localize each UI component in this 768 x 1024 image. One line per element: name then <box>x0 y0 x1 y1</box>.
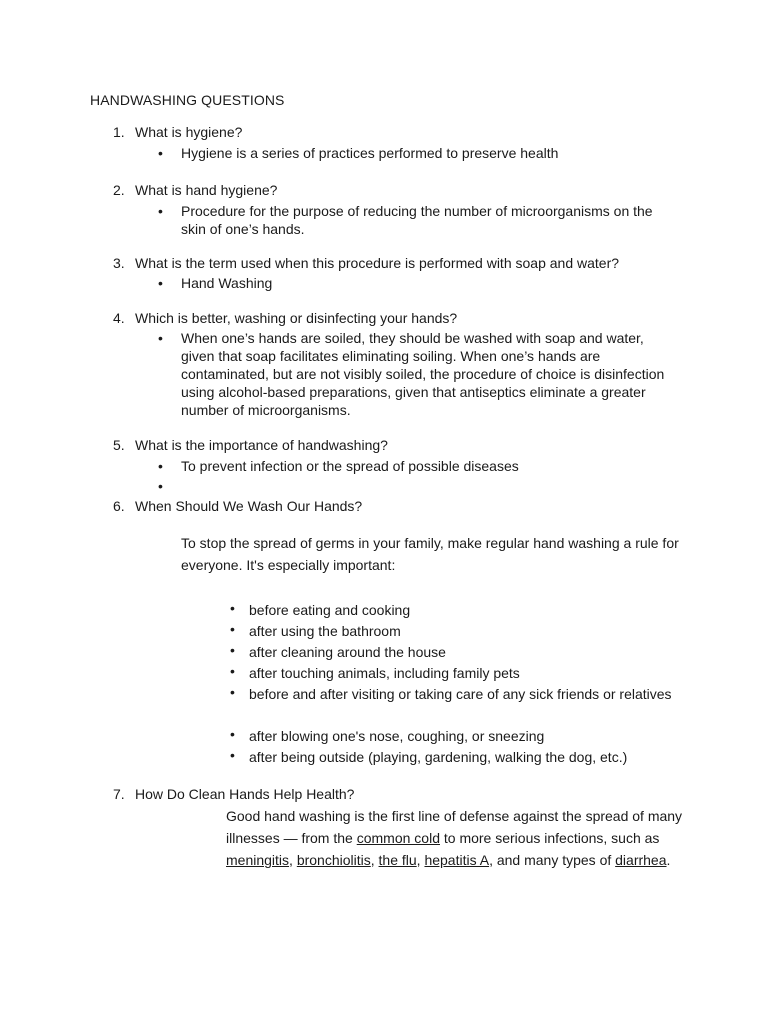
link-diarrhea[interactable]: diarrhea <box>615 852 667 868</box>
list-item-text: after cleaning around the house <box>249 644 446 660</box>
list-item-text: before eating and cooking <box>249 602 411 618</box>
bullet-icon: • <box>158 478 163 494</box>
answer-text: When one’s hands are soiled, they should be washed with soap and water, given that soap facilitates eliminating soiling. When one’s hands are contaminated, but are not visibly soiled, the procedure of choice is disinfection using alcohol-based preparations, given that antiseptics eliminate a greater number of microorganisms. <box>181 330 665 418</box>
question-text: What is hand hygiene? <box>135 182 278 198</box>
question-number: 6. <box>113 498 125 514</box>
bullet-icon: • <box>158 275 163 291</box>
bullet-icon: • <box>158 330 163 346</box>
separator: , <box>289 852 297 868</box>
paragraph-text: to more serious infections, such as <box>439 830 660 846</box>
separator: , <box>370 852 379 868</box>
link-the-flu[interactable]: the flu <box>378 852 417 868</box>
paragraph-text: . <box>666 852 671 868</box>
list-item-text: before and after visiting or taking care of any sick friends or relatives <box>249 686 672 702</box>
question-number: 1. <box>113 124 125 140</box>
bullet-icon: • <box>230 747 235 763</box>
question-text: When Should We Wash Our Hands? <box>135 498 363 514</box>
question-number: 5. <box>113 437 125 453</box>
question-text: Which is better, washing or disinfecting your hands? <box>135 310 458 326</box>
link-meningitis[interactable]: meningitis <box>226 852 290 868</box>
bullet-icon: • <box>230 663 235 679</box>
question-text: What is the term used when this procedure is performed with soap and water? <box>135 255 620 271</box>
answer-text: To prevent infection or the spread of possible diseases <box>181 458 519 474</box>
bullet-icon: • <box>230 684 235 700</box>
paragraph-clean-hands <box>226 805 686 871</box>
list-item-text: after using the bathroom <box>249 623 401 639</box>
bullet-icon: • <box>230 621 235 637</box>
list-item-text: after touching animals, including family pets <box>249 665 520 681</box>
separator: , <box>416 852 425 868</box>
bullet-icon: • <box>158 458 163 474</box>
question-number: 2. <box>113 182 125 198</box>
question-number: 7. <box>113 786 125 802</box>
bullet-icon: • <box>158 203 163 219</box>
question-number: 3. <box>113 255 125 271</box>
question-number: 4. <box>113 310 125 326</box>
answer-text: Hygiene is a series of practices performed to preserve health <box>181 145 559 161</box>
paragraph-text: Good hand washing is the first line of defense against the spread of many illnesses — from the <box>226 808 683 846</box>
bullet-icon: • <box>230 726 235 742</box>
question-text: How Do Clean Hands Help Health? <box>135 786 355 802</box>
document-title: HANDWASHING QUESTIONS <box>90 92 285 108</box>
paragraph-text: , and many types of <box>489 852 616 868</box>
bullet-icon: • <box>230 642 235 658</box>
question-text: What is hygiene? <box>135 124 243 140</box>
list-item-text: after being outside (playing, gardening, walking the dog, etc.) <box>249 749 628 765</box>
paragraph-intro: To stop the spread of germs in your family, make regular hand washing a rule for everyone. It's especially important: <box>181 535 679 573</box>
link-hepatitis-a[interactable]: hepatitis A <box>424 852 490 868</box>
bullet-icon: • <box>230 600 235 616</box>
link-bronchiolitis[interactable]: bronchiolitis <box>296 852 371 868</box>
answer-text: Hand Washing <box>181 275 273 291</box>
link-common-cold[interactable]: common cold <box>356 830 440 846</box>
answer-text: Procedure for the purpose of reducing the number of microorganisms on the skin of one’s hands. <box>181 203 653 237</box>
question-text: What is the importance of handwashing? <box>135 437 388 453</box>
list-item-text: after blowing one's nose, coughing, or sneezing <box>249 728 545 744</box>
bullet-icon: • <box>158 145 163 161</box>
